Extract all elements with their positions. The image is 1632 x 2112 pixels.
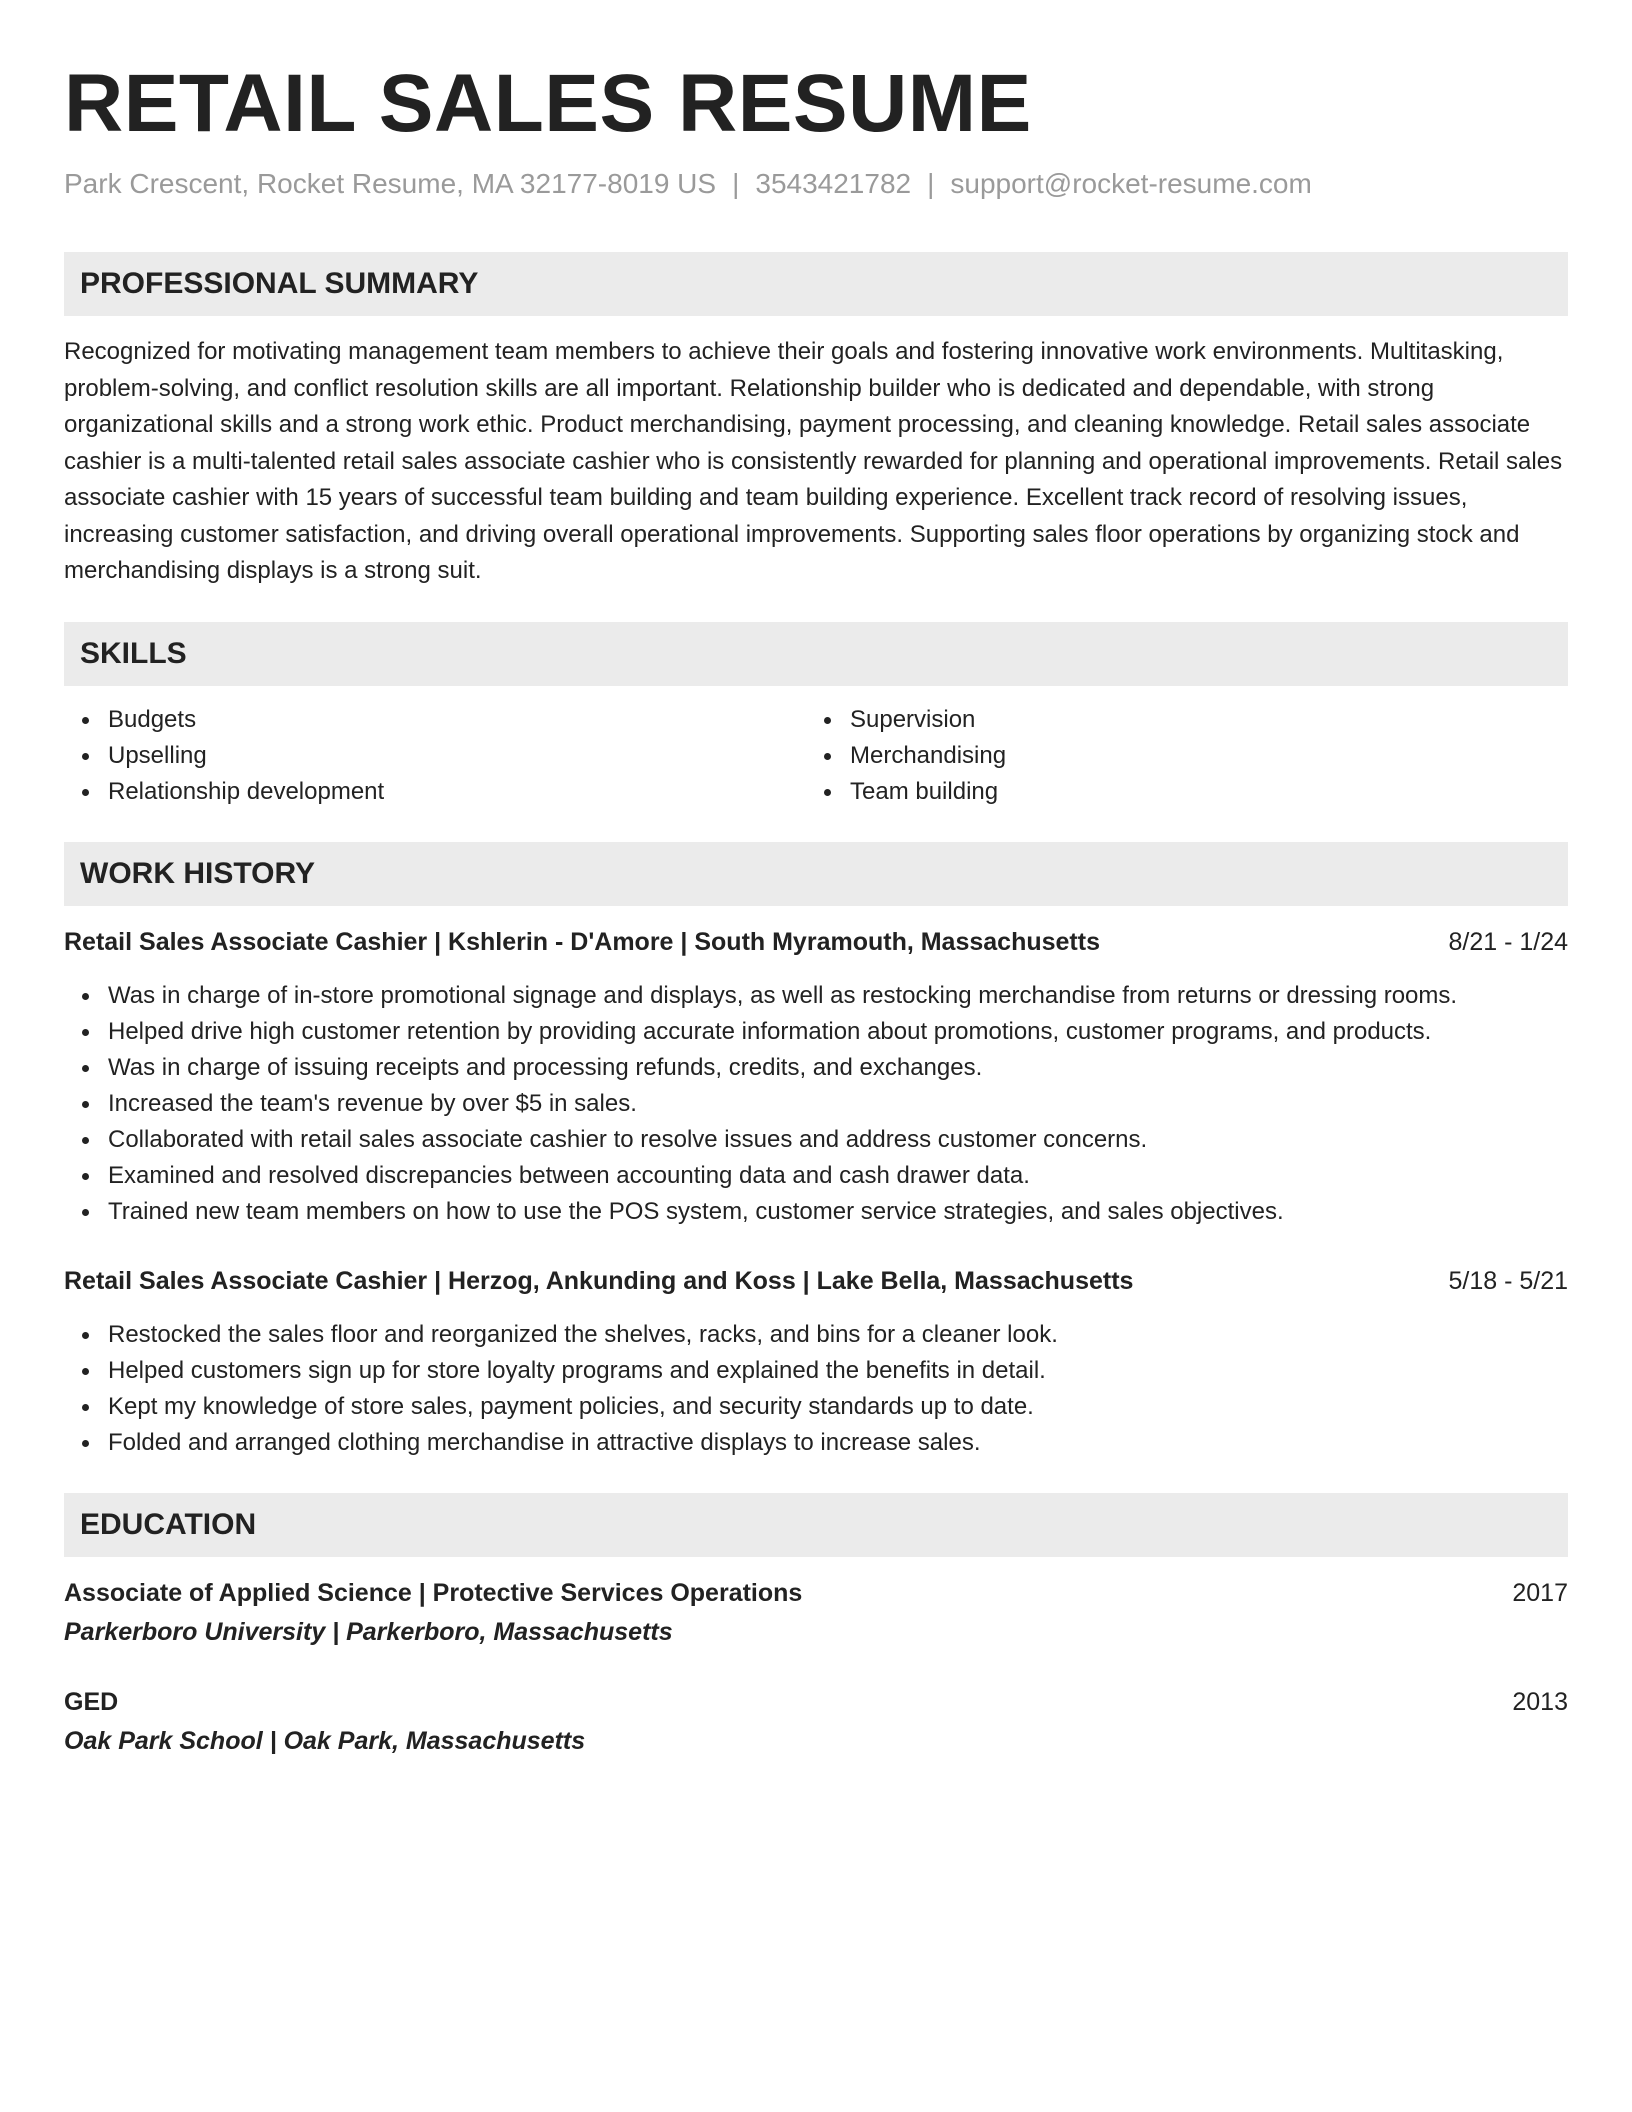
section-header-work-history: WORK HISTORY [64, 842, 1568, 906]
skills-grid [64, 702, 1568, 810]
skill-item [806, 702, 1548, 738]
bullet-dot [82, 789, 89, 796]
bullet-dot [82, 753, 89, 760]
job-bullet-text: Collaborated with retail sales associate cashier to resolve issues and address customer concerns. [108, 1125, 1148, 1153]
job-bullet [64, 1194, 1568, 1230]
education-school: Oak Park School | Oak Park, Massachusetts [64, 1726, 586, 1755]
job-bullets [64, 1317, 1568, 1461]
bullet-dot [824, 789, 831, 796]
bullet-dot [824, 753, 831, 760]
job-bullet [64, 1122, 1568, 1158]
job-dates: 8/21 - 1/24 [1448, 927, 1568, 956]
skill-label: Supervision [850, 705, 976, 733]
bullet-dot [824, 717, 831, 724]
bullet-dot [82, 1029, 89, 1036]
section-header-summary: PROFESSIONAL SUMMARY [64, 252, 1568, 316]
contact-line [64, 166, 1568, 202]
education-entry-header [64, 1684, 1568, 1720]
contact-separator: | [927, 168, 935, 199]
skills-column-right [806, 702, 1548, 810]
skill-item [64, 738, 806, 774]
skill-label: Budgets [108, 705, 197, 733]
job-bullets [64, 978, 1568, 1230]
job-bullet [64, 1014, 1568, 1050]
skill-label: Team building [850, 777, 999, 805]
job-bullet-text: Kept my knowledge of store sales, payment policies, and security standards up to date. [108, 1392, 1034, 1420]
job-bullet-text: Was in charge of issuing receipts and processing refunds, credits, and exchanges. [108, 1053, 983, 1081]
job-bullet-text: Was in charge of in-store promotional signage and displays, as well as restocking merchandise from returns or dressing rooms. [108, 981, 1458, 1009]
bullet-dot [82, 1209, 89, 1216]
bullet-dot [82, 1137, 89, 1144]
skill-item [64, 774, 806, 810]
job-bullet-text: Restocked the sales floor and reorganized the shelves, racks, and bins for a cleaner look. [108, 1320, 1058, 1348]
summary-text: Recognized for motivating management team members to achieve their goals and fostering innovative work environments. Multitasking, problem-solving, and conflict resolution skills are all important. Relationship builder who is dedicated and dependable, with strong organizational skills and a strong work ethic. Product merchandising, payment processing, and cleaning knowledge. Retail sales associate cashier is a multi-talented retail sales associate cashier who is consistently rewarded for planning and operational improvements. Retail sales associate cashier with 15 years of successful team building and team building experience. Excellent track record of resolving issues, increasing customer satisfaction, and driving overall operational improvements. Supporting sales floor operations by organizing stock and merchandising displays is a strong suit. [64, 338, 1563, 584]
bullet-dot [82, 1404, 89, 1411]
education-year: 2013 [1512, 1687, 1568, 1716]
job-bullet-text: Helped customers sign up for store loyalty programs and explained the benefits in detail. [108, 1356, 1046, 1384]
contact-address: Park Crescent, Rocket Resume, MA 32177-8019 US [64, 168, 717, 199]
job-bullet [64, 1353, 1568, 1389]
skill-item [64, 702, 806, 738]
section-header-education: EDUCATION [64, 1493, 1568, 1557]
skill-item [806, 774, 1548, 810]
education-year: 2017 [1512, 1578, 1568, 1607]
bullet-dot [82, 1101, 89, 1108]
job-bullet-text: Trained new team members on how to use the POS system, customer service strategies, and sales objectives. [108, 1197, 1284, 1225]
resume-title: RETAIL SALES RESUME [64, 58, 1032, 149]
job-bullet-text: Examined and resolved discrepancies between accounting data and cash drawer data. [108, 1161, 1030, 1189]
section-header-skills: SKILLS [64, 622, 1568, 686]
contact-separator: | [732, 168, 740, 199]
skill-item [806, 738, 1548, 774]
bullet-dot [82, 1173, 89, 1180]
education-entry-header [64, 1575, 1568, 1611]
education-school: Parkerboro University | Parkerboro, Massachusetts [64, 1617, 673, 1646]
bullet-dot [82, 1065, 89, 1072]
job-bullet-text: Folded and arranged clothing merchandise in attractive displays to increase sales. [108, 1428, 981, 1456]
job-bullet [64, 1425, 1568, 1461]
bullet-dot [82, 1440, 89, 1447]
job-bullet [64, 1086, 1568, 1122]
bullet-dot [82, 993, 89, 1000]
bullet-dot [82, 1368, 89, 1375]
resume-page [64, 56, 1568, 1759]
bullet-dot [82, 1332, 89, 1339]
job-bullet-text: Increased the team's revenue by over $5 in sales. [108, 1089, 637, 1117]
job-header [64, 1263, 1568, 1299]
job-bullet-text: Helped drive high customer retention by providing accurate information about promotions, customer programs, and products. [108, 1017, 1432, 1045]
skills-column-left [64, 702, 806, 810]
job-header [64, 924, 1568, 960]
job-bullet [64, 1158, 1568, 1194]
skill-label: Merchandising [850, 741, 1007, 769]
contact-email: support@rocket-resume.com [950, 168, 1312, 199]
bullet-dot [82, 717, 89, 724]
education-degree: Associate of Applied Science | Protective Services Operations [64, 1578, 803, 1607]
contact-phone: 3543421782 [755, 168, 912, 199]
skill-label: Relationship development [108, 777, 385, 805]
education-degree: GED [64, 1687, 119, 1716]
job-bullet [64, 1050, 1568, 1086]
job-dates: 5/18 - 5/21 [1448, 1266, 1568, 1295]
job-bullet [64, 1389, 1568, 1425]
skill-label: Upselling [108, 741, 207, 769]
job-bullet [64, 978, 1568, 1014]
job-title: Retail Sales Associate Cashier | Kshlerin - D'Amore | South Myramouth, Massachusetts [64, 927, 1100, 956]
job-title: Retail Sales Associate Cashier | Herzog, Ankunding and Koss | Lake Bella, Massachusetts [64, 1266, 1134, 1295]
job-bullet [64, 1317, 1568, 1353]
